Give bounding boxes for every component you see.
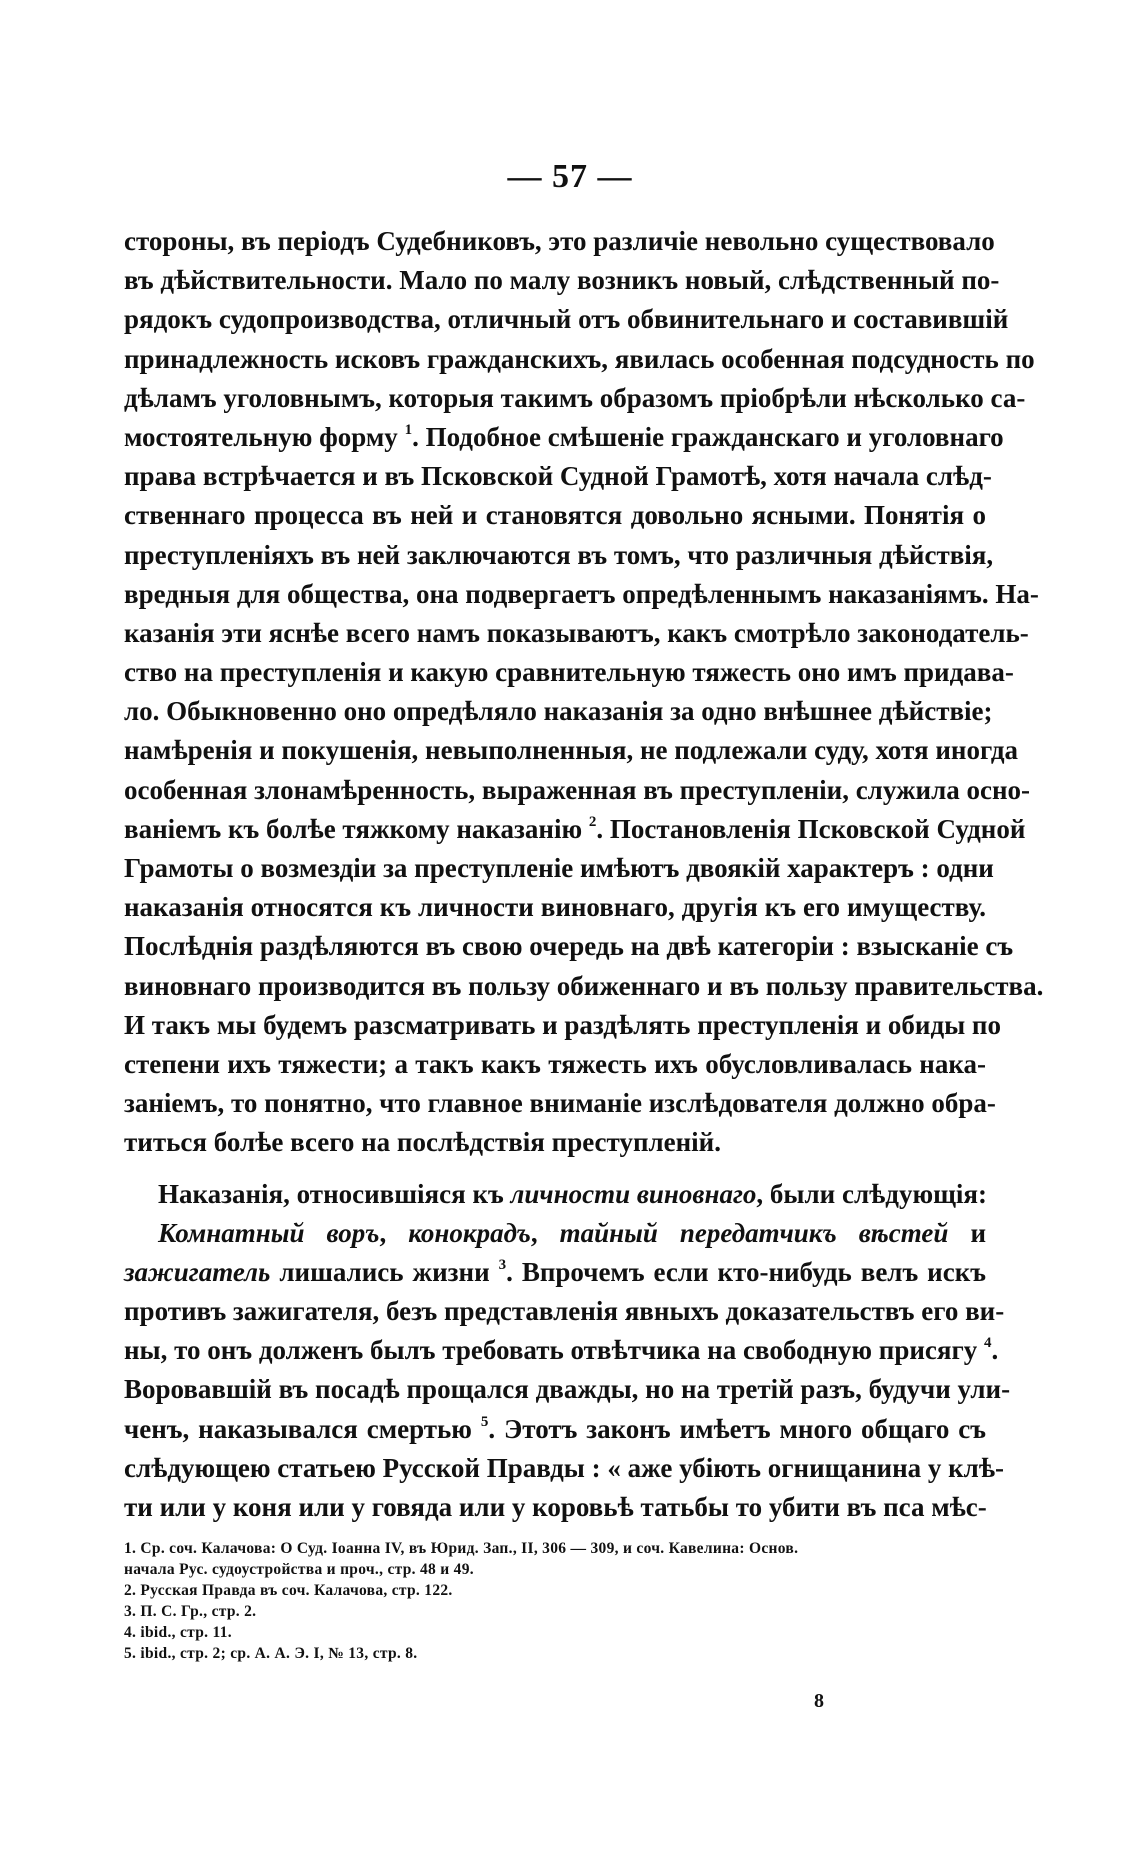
text-segment: намѣренія и покушенія, невыполненныя, не подлежали суду, хотя иногда	[124, 735, 1019, 766]
footnote-reference[interactable]: 1	[404, 421, 413, 438]
text-segment: рядокъ судопроизводства, отличный отъ обвинительнаго и составившій	[124, 304, 1009, 335]
text-segment: И такъ мы будемъ разсматривать и раздѣлять преступленія и обиды по	[124, 1009, 1001, 1040]
text-line	[124, 1488, 986, 1527]
footnote-reference[interactable]: 4	[984, 1335, 992, 1352]
text-segment: Послѣднія раздѣляются въ свою очередь на двѣ категоріи : взысканіе съ	[124, 931, 1014, 962]
text-line	[124, 849, 994, 888]
footnote: начала Рус. судоустройства и проч., стр. 48 и 49.	[124, 1561, 474, 1578]
text-segment: ,	[530, 1217, 560, 1248]
printer-signature-mark: 8	[814, 1690, 824, 1712]
italic-text: личности виновнаго	[510, 1178, 757, 1209]
text-segment: Воровавшій въ посадѣ прощался дважды, но на третій разъ, будучи ули-	[124, 1374, 1011, 1405]
italic-text: конокрадъ	[408, 1217, 531, 1248]
text-segment: ,	[379, 1217, 409, 1248]
text-segment: степени ихъ тяжести; а такъ какъ тяжесть ихъ обусловливалась нака-	[124, 1048, 986, 1079]
text-line	[124, 927, 1014, 966]
text-segment: титься болѣе всего на послѣдствія преступленій.	[124, 1127, 721, 1158]
text-segment: . Этотъ законъ имѣетъ много общаго съ	[488, 1413, 986, 1444]
text-line	[124, 1123, 986, 1162]
text-line	[124, 1331, 999, 1370]
page-number: — 57 —	[507, 158, 633, 195]
text-line	[124, 653, 1014, 692]
text-line	[124, 1292, 1005, 1331]
text-line	[124, 340, 1035, 379]
footnote-reference[interactable]: 3	[498, 1256, 507, 1273]
footnote-reference[interactable]: 5	[480, 1413, 489, 1430]
text-segment: Грамоты о возмездіи за преступленіе имѣютъ двоякій характеръ : одни	[124, 853, 994, 883]
text-line	[124, 888, 986, 927]
footnote: 5. ibid., стр. 2; ср. А. А. Э. I, № 13, стр. 8.	[124, 1645, 418, 1662]
text-segment: лишались жизни	[270, 1256, 499, 1287]
footnote: 3. П. С. Гр., стр. 2.	[124, 1603, 257, 1620]
text-line	[124, 575, 1039, 614]
text-segment: вредныя для общества, она подвергаетъ опредѣленнымъ наказаніямъ. На-	[124, 578, 1039, 609]
text-line	[124, 771, 1031, 810]
text-line	[124, 418, 1004, 457]
text-segment: стороны, въ періодъ Судебниковъ, это различіе невольно существовало	[124, 226, 995, 256]
text-segment: . Впрочемъ если кто-нибудь велъ искъ	[506, 1256, 986, 1287]
text-segment: принадлежность исковъ гражданскихъ, явилась особенная подсудность по	[124, 343, 1035, 374]
text-segment: ваніемъ къ болѣе тяжкому наказанію	[124, 813, 589, 844]
italic-text: Комнатный воръ	[158, 1217, 380, 1248]
text-segment: виновнаго производится въ пользу обиженнаго и въ пользу правительства.	[124, 970, 1044, 1001]
text-line	[124, 536, 994, 575]
text-line	[124, 1370, 1011, 1409]
text-segment: ченъ, наказывался смертью	[124, 1413, 481, 1444]
italic-text: тайный передатчикъ вѣстей	[559, 1217, 949, 1248]
text-line	[124, 1449, 1005, 1488]
footnote: 4. ibid., стр. 11.	[124, 1624, 232, 1641]
text-segment: противъ зажигателя, безъ представленія явныхъ доказательствъ его ви-	[124, 1296, 1005, 1327]
body-text	[124, 222, 1044, 1527]
text-line	[124, 810, 1026, 849]
text-line	[124, 1006, 1001, 1045]
text-line	[124, 300, 1009, 339]
text-segment: особенная злонамѣренность, выраженная въ преступленіи, служила осно-	[124, 774, 1031, 805]
text-segment: ство на преступленія и какую сравнительную тяжесть оно имъ придава-	[124, 657, 1014, 688]
text-line	[124, 1084, 996, 1123]
text-line	[124, 379, 1026, 418]
text-line	[124, 261, 1000, 300]
footnote: 1. Ср. соч. Калачова: О Суд. Іоанна IV, въ Юрид. Зап., II, 306 — 309, и соч. Кавелина: Основ.	[124, 1540, 799, 1557]
text-segment: права встрѣчается и въ Псковской Судной Грамотѣ, хотя начала слѣд-	[124, 461, 992, 492]
text-segment: ло. Обыкновенно оно опредѣляло наказанія за одно внѣшнее дѣйствіе;	[124, 696, 993, 727]
text-line	[124, 457, 992, 496]
text-segment: казанія эти яснѣе всего намъ показываютъ, какъ смотрѣло законодатель-	[124, 617, 1029, 648]
text-segment: дѣламъ уголовнымъ, которыя такимъ образомъ пріобрѣли нѣсколько са-	[124, 382, 1026, 413]
text-line	[124, 692, 993, 731]
text-line	[124, 967, 1044, 1006]
text-segment: ны, то онъ долженъ былъ требовать отвѣтчика на свободную присягу	[124, 1335, 985, 1366]
text-segment: Наказанія, относившіяся къ	[158, 1178, 511, 1209]
text-segment: ственнаго процесса въ ней и становятся довольно ясными. Понятія о	[124, 500, 986, 531]
text-segment: наказанія относятся къ личности виновнаго, другія къ его имуществу.	[124, 892, 986, 923]
text-line	[124, 1045, 986, 1084]
text-line	[124, 1253, 986, 1292]
text-line	[124, 731, 1019, 770]
text-segment: . Подобное смѣшеніе гражданскаго и уголовнаго	[412, 421, 1004, 452]
text-line	[124, 1214, 986, 1253]
text-line	[124, 496, 986, 535]
text-segment: въ дѣйствительности. Мало по малу возникъ новый, слѣдственный по-	[124, 265, 1000, 296]
text-line	[124, 1410, 986, 1449]
text-segment: . Постановленія Псковской Судной	[596, 813, 1026, 844]
text-segment: преступленіяхъ въ ней заключаются въ томъ, что различныя дѣйствія,	[124, 539, 994, 570]
footnote-reference[interactable]: 2	[588, 813, 597, 830]
text-segment: слѣдующею статьею Русской Правды : « аже убіють огнищанина у клѣ-	[124, 1452, 1005, 1483]
footnotes	[124, 1538, 984, 1664]
text-line	[124, 614, 1029, 653]
text-line	[124, 1175, 986, 1214]
text-segment: , были слѣдующія:	[756, 1178, 987, 1209]
text-segment: мостоятельную форму	[124, 421, 405, 452]
italic-text: зажигатель	[124, 1256, 271, 1287]
text-segment: заніемъ, то понятно, что главное вниманіе изслѣдователя должно обра-	[124, 1088, 996, 1119]
footnote: 2. Русская Правда въ соч. Калачова, стр. 122.	[124, 1582, 453, 1599]
text-segment: .	[991, 1335, 999, 1366]
text-segment: и	[948, 1217, 987, 1248]
text-line	[124, 222, 995, 261]
text-segment: ти или у коня или у говяда или у коровьѣ татьбы то убити въ пса мѣс-	[124, 1492, 987, 1522]
